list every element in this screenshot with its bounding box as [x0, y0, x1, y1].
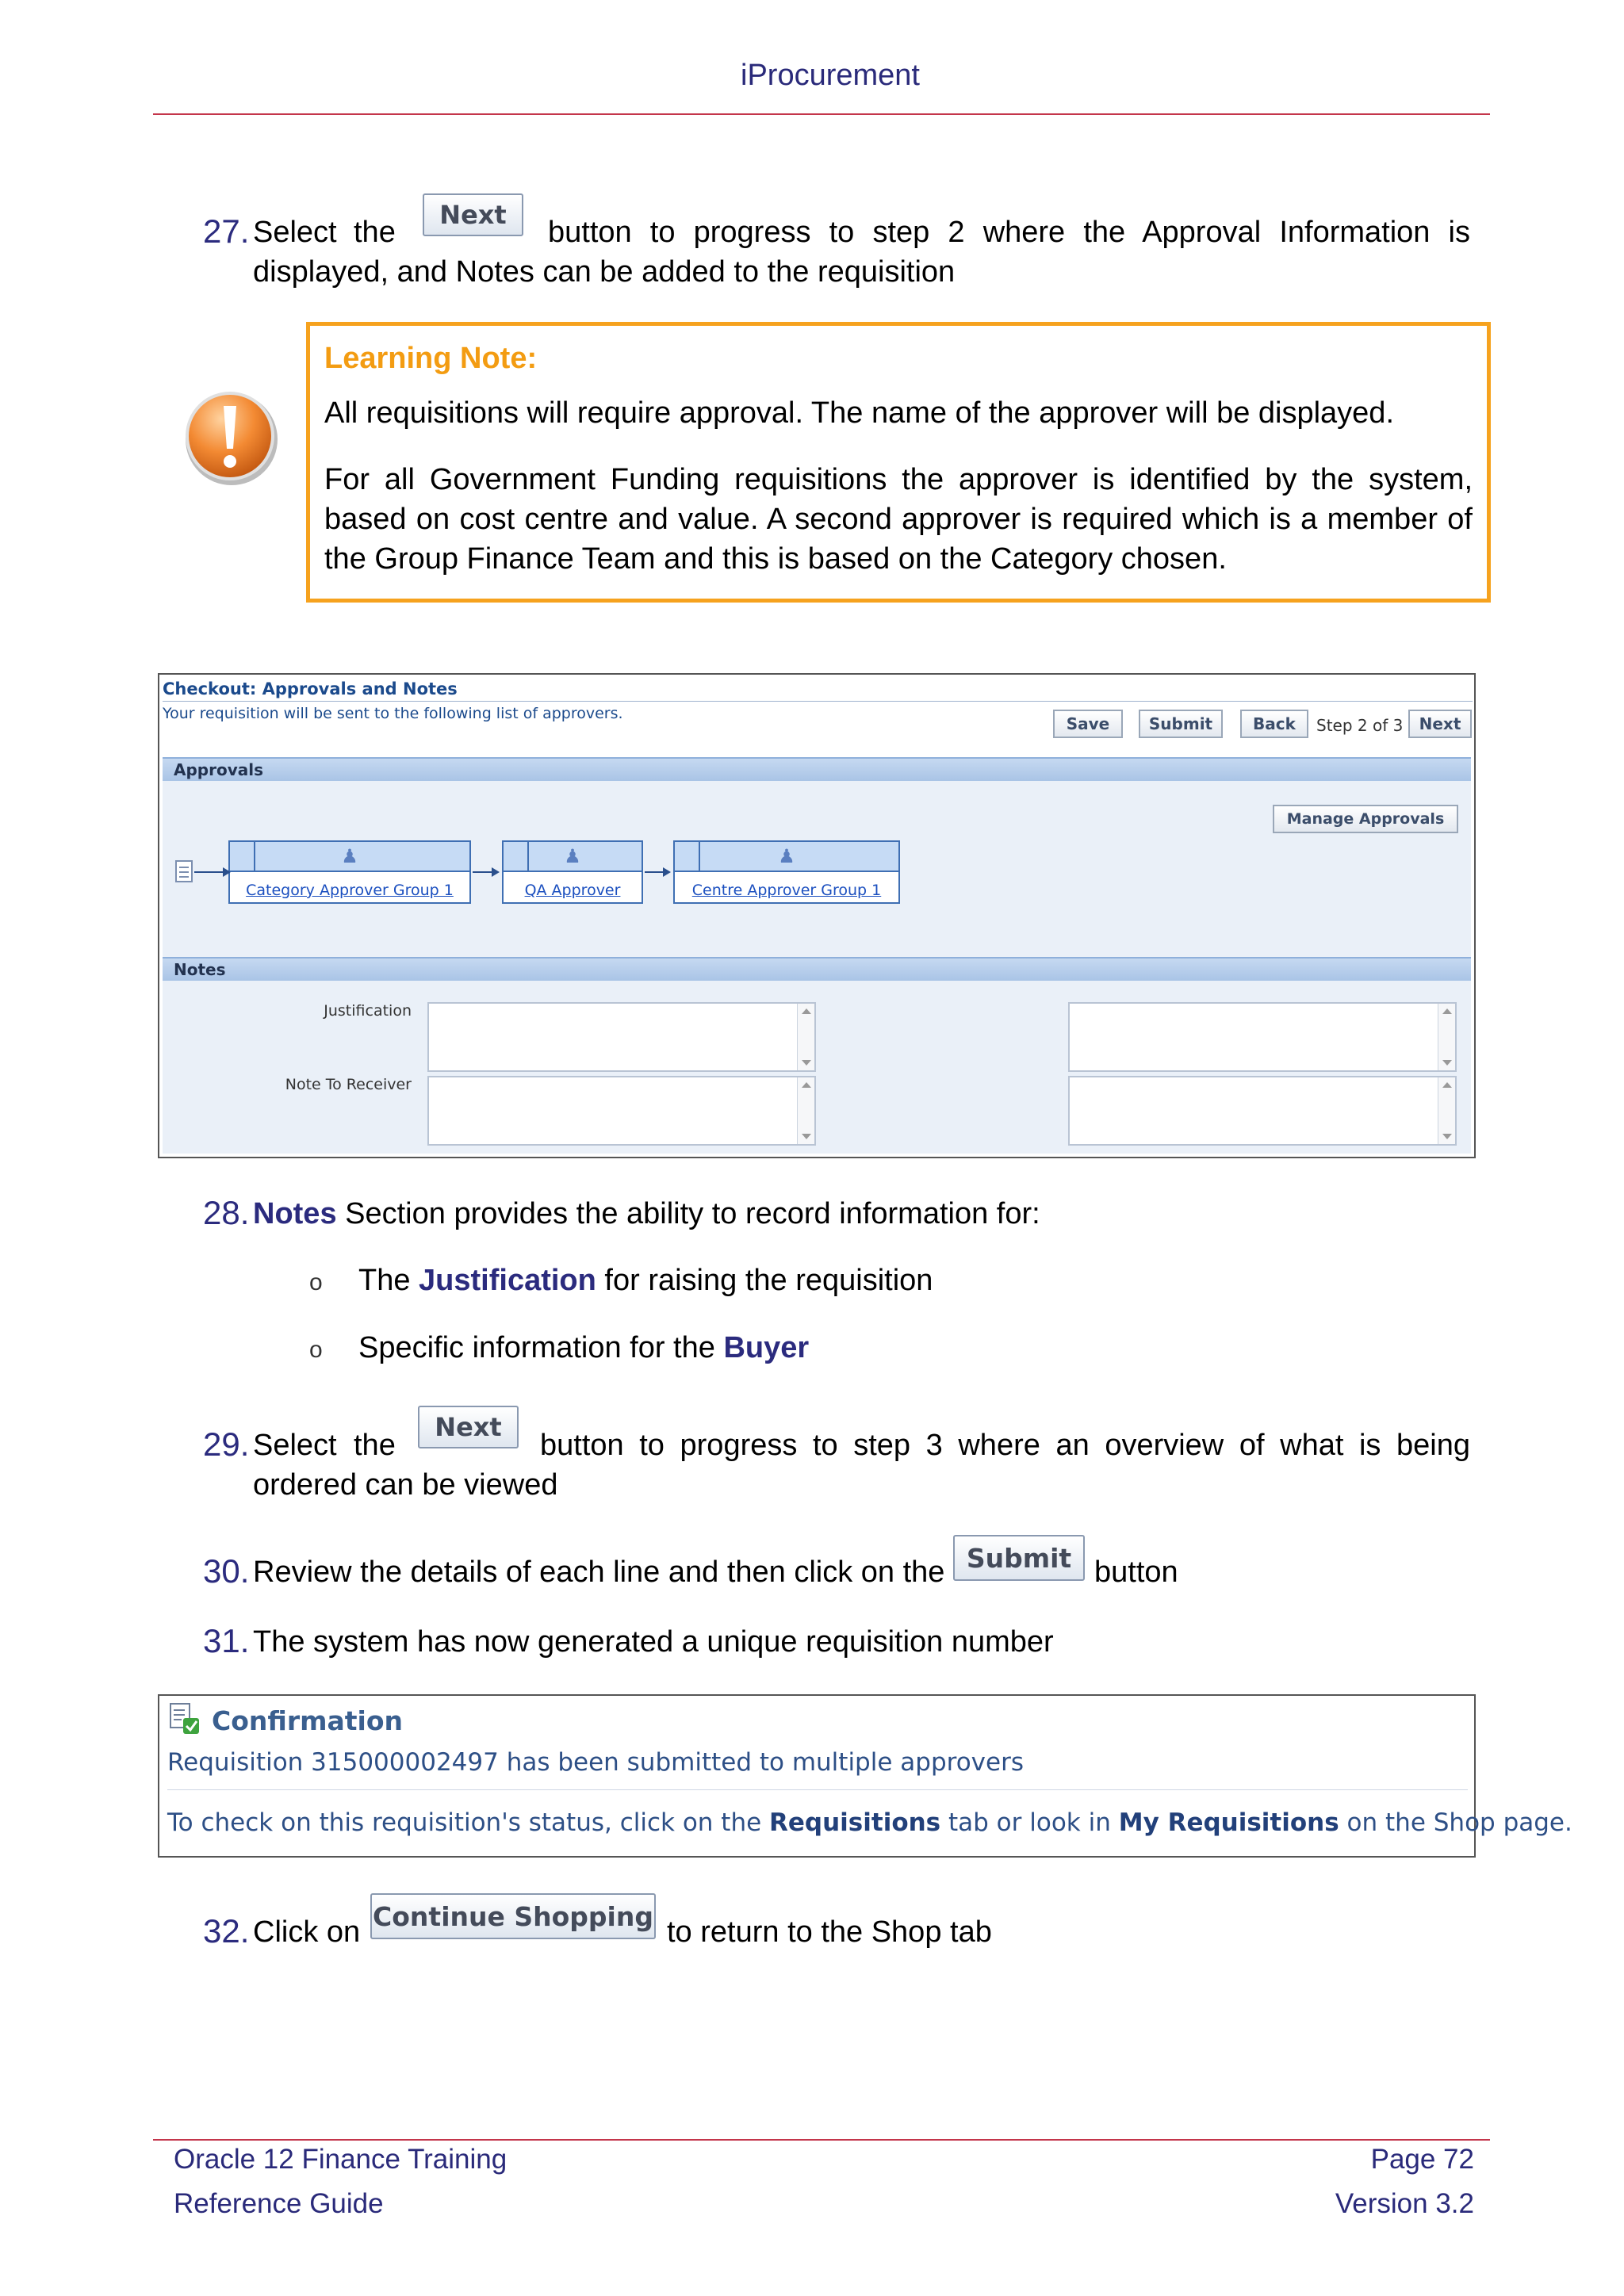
chain-arrow-icon	[492, 867, 500, 877]
footer-rule	[153, 2139, 1490, 2141]
confirmation-message: Requisition 315000002497 has been submitted to multiple approvers	[167, 1748, 1024, 1777]
next-button-image-29-label: Next	[435, 1412, 502, 1442]
footer-left-2: Reference Guide	[174, 2188, 384, 2219]
bullet-icon: o	[309, 1269, 323, 1295]
step-27-line2: displayed, and Notes can be added to the requisition	[253, 255, 956, 289]
approver-node-1[interactable]	[228, 840, 471, 904]
warning-icon	[182, 388, 281, 487]
chain-arrow-icon	[223, 867, 231, 877]
step-30-after: button	[1094, 1556, 1178, 1589]
instr-mid: tab or look in	[940, 1808, 1119, 1837]
manage-approvals-button[interactable]	[1273, 805, 1458, 833]
approver-group-icon: ♟	[341, 845, 358, 867]
step-29-number: 29.	[203, 1425, 250, 1463]
confirmation-divider	[167, 1789, 1468, 1790]
bullet-bold: Buyer	[723, 1331, 810, 1364]
continue-shopping-button-image	[370, 1893, 656, 1939]
scrollbar[interactable]	[797, 1077, 814, 1144]
step-32-pre: Click on	[253, 1915, 361, 1949]
step-32-number: 32.	[203, 1912, 250, 1950]
submit-button-image-label: Submit	[966, 1542, 1072, 1574]
back-button[interactable]	[1240, 710, 1308, 738]
approver-group-icon: ♟	[564, 845, 581, 867]
bullet-pre: The	[358, 1264, 419, 1297]
approver-link[interactable]: QA Approver	[524, 882, 621, 899]
justification-textarea[interactable]	[427, 1002, 816, 1072]
step-32-post: to return to the Shop tab	[667, 1915, 992, 1949]
footer-right-2: Version 3.2	[1335, 2188, 1474, 2219]
next-button-image-27	[423, 193, 523, 236]
step-28-text	[253, 1194, 1040, 1234]
approver-node-3[interactable]	[673, 840, 900, 904]
step-29-word-select: Select	[253, 1429, 337, 1462]
chain-connector	[645, 871, 665, 873]
scrollbar[interactable]	[1438, 1004, 1455, 1070]
step-29-rest: button to progress to step 3 where an overview of what is being	[540, 1429, 1470, 1462]
note-to-receiver-textarea[interactable]	[427, 1076, 816, 1146]
continue-shopping-button-image-label: Continue Shopping	[373, 1900, 653, 1932]
step-30-text: Review the details of each line and then click on the	[253, 1556, 945, 1589]
approver-node-2[interactable]	[502, 840, 643, 904]
instr-pre: To check on this requisition's status, click on the	[167, 1808, 770, 1837]
next-button-image-29	[418, 1406, 519, 1448]
checkout-approvals-panel	[158, 673, 1476, 1158]
document-icon	[175, 860, 193, 882]
step-27-rest: button to progress to step 2 where the Approval Information is	[548, 216, 1470, 249]
chain-arrow-icon	[663, 867, 671, 877]
approvals-section-header: Approvals	[163, 757, 1471, 781]
chain-connector	[194, 871, 216, 873]
note-to-buyer-textarea[interactable]	[1068, 1002, 1457, 1072]
confirmation-title: Confirmation	[212, 1705, 404, 1736]
step-27-word-the: the	[354, 216, 396, 249]
checkout-title: Checkout: Approvals and Notes	[163, 679, 458, 698]
requisitions-tab-reference: Requisitions	[769, 1808, 941, 1837]
bullet-bold: Justification	[419, 1264, 596, 1297]
learning-note-title: Learning Note:	[324, 342, 538, 375]
step-31-text: The system has now generated a unique requisition number	[253, 1625, 1054, 1659]
confirmation-instructions	[167, 1808, 1572, 1837]
step-28-rest: Section provides the ability to record information for:	[345, 1197, 1040, 1230]
step-29-word-the: the	[354, 1429, 396, 1462]
next-button-label: Next	[1419, 714, 1461, 733]
learning-note-paragraph-1: All requisitions will require approval. The name of the approver will be displayed.	[324, 396, 1394, 430]
bullet-post: for raising the requisition	[596, 1264, 933, 1297]
bullet-pre: Specific information for the	[358, 1331, 724, 1364]
confirmation-panel	[158, 1694, 1572, 1858]
step-30-number: 30.	[203, 1552, 250, 1590]
step-28-number: 28.	[203, 1194, 250, 1231]
manage-approvals-button-label: Manage Approvals	[1286, 810, 1445, 828]
step-28-bold: Notes	[253, 1197, 337, 1230]
footer-left-1: Oracle 12 Finance Training	[174, 2144, 508, 2175]
chain-connector	[473, 871, 493, 873]
document-header-title: iProcurement	[741, 59, 920, 92]
step-indicator: Step 2 of 3	[1316, 716, 1404, 735]
note-to-supplier-textarea[interactable]	[1068, 1076, 1457, 1146]
title-underline	[163, 701, 1473, 702]
step-27-word-select: Select	[253, 216, 337, 249]
scrollbar[interactable]	[1438, 1077, 1455, 1144]
back-button-label: Back	[1253, 714, 1296, 733]
approver-link[interactable]: Centre Approver Group 1	[691, 882, 882, 899]
approver-group-icon: ♟	[778, 845, 795, 867]
save-button[interactable]	[1053, 710, 1123, 738]
confirmation-icon	[169, 1702, 201, 1735]
step-29-line2: ordered can be viewed	[253, 1468, 558, 1502]
step-31-number: 31.	[203, 1622, 250, 1659]
bullet-buyer	[358, 1328, 809, 1368]
next-button-image-27-label: Next	[439, 200, 507, 230]
justification-label: Justification	[324, 1002, 412, 1020]
submit-button-label: Submit	[1148, 714, 1213, 733]
bullet-justification	[358, 1261, 933, 1300]
header-rule	[153, 113, 1490, 115]
scrollbar[interactable]	[797, 1004, 814, 1070]
next-button[interactable]	[1408, 710, 1472, 738]
save-button-label: Save	[1066, 714, 1110, 733]
approver-link[interactable]: Category Approver Group 1	[246, 882, 454, 899]
bullet-icon: o	[309, 1337, 323, 1363]
instr-post: on the Shop page.	[1339, 1808, 1572, 1837]
my-requisitions-reference: My Requisitions	[1118, 1808, 1339, 1837]
submit-button-image	[953, 1535, 1085, 1581]
step-27-number: 27.	[203, 212, 250, 250]
footer-right-1: Page 72	[1370, 2144, 1474, 2175]
checkout-subtitle: Your requisition will be sent to the following list of approvers.	[163, 705, 623, 722]
submit-button[interactable]	[1139, 710, 1223, 738]
notes-section-header: Notes	[163, 957, 1471, 981]
learning-note-box	[306, 322, 1491, 603]
learning-note-paragraph-2: For all Government Funding requisitions the approver is identified by the system, based on cost centre and value. A second approver is required which is a member of the Group Finance Team and this is based on the Category chosen.	[324, 463, 1473, 576]
note-to-receiver-label: Note To Receiver	[285, 1076, 412, 1093]
